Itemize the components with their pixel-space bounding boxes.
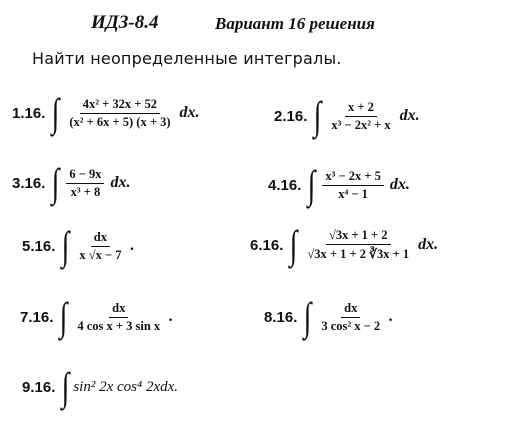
problem-number: 8.16.	[264, 308, 298, 326]
header-title: ИДЗ-8.4	[91, 12, 159, 33]
problem-3	[12, 160, 131, 205]
denominator: x⁴ − 1	[338, 186, 368, 201]
integral-sign: ∫	[308, 162, 316, 207]
numerator: x³ − 2x + 5	[322, 169, 384, 186]
integral-sign: ∫	[60, 294, 68, 339]
integral-sign: ∫	[62, 364, 70, 409]
problem-5	[22, 223, 135, 268]
denominator: 4 cos x + 3 sin x	[77, 318, 161, 333]
integral-sign: ∫	[314, 93, 322, 138]
fraction	[318, 301, 383, 334]
integral-sign: ∫	[62, 223, 70, 268]
problem-1	[12, 90, 200, 135]
problem-9	[22, 364, 179, 409]
problem-number: 5.16.	[22, 237, 56, 255]
problem-number: 1.16.	[12, 104, 46, 122]
problem-7	[20, 294, 174, 339]
fraction	[66, 167, 104, 200]
problem-number: 7.16.	[20, 308, 54, 326]
integral-sign: ∫	[52, 160, 60, 205]
problem-4	[268, 162, 410, 207]
header-variant: Вариант 16 решения	[215, 14, 375, 33]
differential: dx.	[110, 174, 131, 191]
problem-number: 6.16.	[250, 236, 284, 254]
numerator: x + 2	[345, 100, 377, 117]
punctuation: .	[389, 308, 394, 325]
problem-2	[274, 93, 420, 138]
problem-6	[250, 222, 439, 267]
denominator: x √x − 7	[79, 247, 122, 262]
denominator: (x² + 6x + 5) (x + 3)	[69, 114, 171, 129]
fraction	[66, 97, 173, 130]
integral-sign: ∫	[52, 90, 60, 135]
numerator: 6 − 9x	[66, 167, 104, 184]
problem-number: 3.16.	[12, 174, 46, 192]
numerator: dx	[91, 230, 110, 247]
denominator: x³ − 2x² + x	[331, 117, 391, 132]
integral-sign: ∫	[290, 222, 298, 267]
differential: dx.	[179, 104, 200, 121]
denominator: √3x + 1 + 2 ∛3x + 1	[307, 247, 410, 261]
numerator: 4x² + 32x + 52	[80, 97, 160, 114]
denominator: 3 cos² x − 2	[321, 318, 381, 333]
numerator: √3x + 1 + 2	[326, 228, 391, 245]
integral-sign: ∫	[304, 294, 312, 339]
integrand-expression: sin² 2x cos⁴ 2xdx.	[73, 378, 179, 395]
problem-8	[264, 294, 394, 339]
fraction	[76, 230, 124, 263]
fraction	[74, 301, 163, 334]
differential: dx.	[389, 176, 410, 193]
punctuation: .	[130, 237, 135, 254]
fraction	[322, 169, 384, 202]
problem-number: 2.16.	[274, 107, 308, 125]
differential: dx.	[418, 236, 439, 253]
numerator: dx	[341, 301, 360, 318]
fraction	[304, 228, 412, 262]
problem-number: 9.16.	[22, 378, 56, 396]
task-instruction: Найти неопределенные интегралы.	[32, 49, 342, 68]
denominator: x³ + 8	[70, 184, 101, 199]
punctuation: .	[169, 308, 174, 325]
fraction	[328, 100, 393, 133]
problem-number: 4.16.	[268, 176, 302, 194]
differential: dx.	[399, 107, 420, 124]
numerator: dx	[109, 301, 128, 318]
